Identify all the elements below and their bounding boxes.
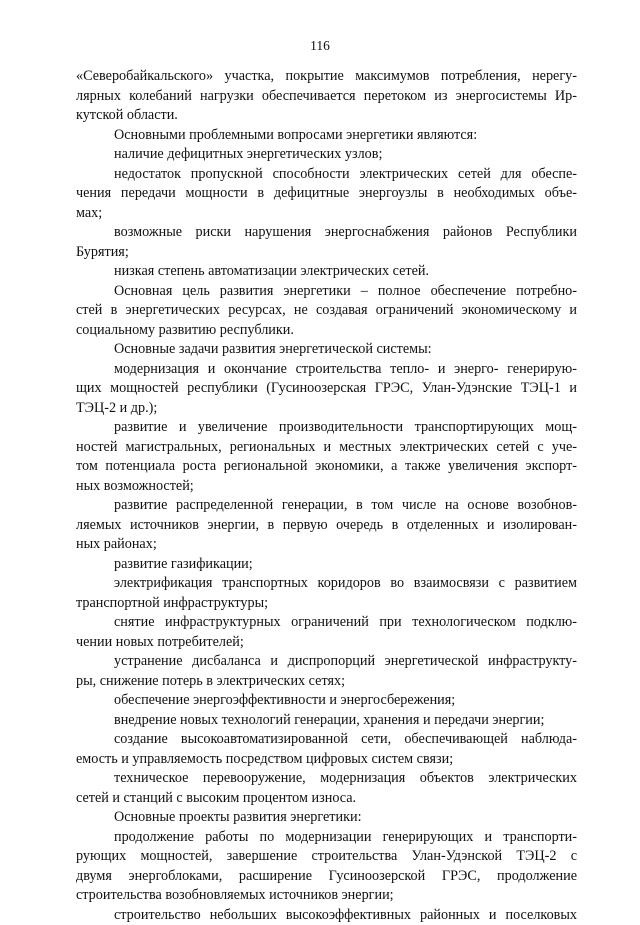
text-line: транспортной инфраструктуры; — [76, 594, 577, 614]
text-line: продолжение работы по модернизации генерирующих и транспорти- — [76, 828, 577, 848]
text-line: кутской области. — [76, 106, 577, 126]
text-line: ностей магистральных, региональных и местных электрических сетей с уче- — [76, 438, 577, 458]
text-line: наличие дефицитных энергетических узлов; — [76, 145, 577, 165]
text-line: создание высокоавтоматизированной сети, обеспечивающей наблюда- — [76, 730, 577, 750]
text-line: двумя энергоблоками, расширение Гусиноозерской ГРЭС, продолжение — [76, 867, 577, 887]
text-line: Бурятия; — [76, 243, 577, 263]
text-line: «Северобайкальского» участка, покрытие максимумов потребления, нерегу- — [76, 67, 577, 87]
text-line: социальному развитию республики. — [76, 321, 577, 341]
text-line: Основными проблемными вопросами энергетики являются: — [76, 126, 577, 146]
text-line: развитие распределенной генерации, в том числе на основе возобнов- — [76, 496, 577, 516]
text-line: ляемых источников энергии, в первую очередь в отделенных и изолирован- — [76, 516, 577, 536]
text-line: развитие газификации; — [76, 555, 577, 575]
text-line: ТЭЦ-2 и др.); — [76, 399, 577, 419]
text-line: устранение дисбаланса и диспропорций энергетической инфраструкту- — [76, 652, 577, 672]
document-body — [76, 67, 577, 925]
text-line: возможные риски нарушения энергоснабжения районов Республики — [76, 223, 577, 243]
page-number: 116 — [0, 38, 640, 54]
text-line: ных возможностей; — [76, 477, 577, 497]
text-line: ных районах; — [76, 535, 577, 555]
text-line: Основные проекты развития энергетики: — [76, 808, 577, 828]
text-line: сетей и станций с высоким процентом износа. — [76, 789, 577, 809]
text-line: чении новых потребителей; — [76, 633, 577, 653]
text-line: недостаток пропускной способности электрических сетей для обеспе- — [76, 165, 577, 185]
text-line: снятие инфраструктурных ограничений при технологическом подклю- — [76, 613, 577, 633]
text-line: низкая степень автоматизации электрических сетей. — [76, 262, 577, 282]
text-line: лярных колебаний нагрузки обеспечивается перетоком из энергосистемы Ир- — [76, 87, 577, 107]
text-line: стей в энергетических ресурсах, не создавая ограничений экономическому и — [76, 301, 577, 321]
text-line: строительство небольших высокоэффективных районных и поселковых — [76, 906, 577, 925]
text-line: обеспечение энергоэффективности и энергосбережения; — [76, 691, 577, 711]
text-line: ры, снижение потерь в электрических сетях; — [76, 672, 577, 692]
text-line: техническое перевооружение, модернизация объектов электрических — [76, 769, 577, 789]
text-line: Основные задачи развития энергетической системы: — [76, 340, 577, 360]
text-line: чения передачи мощности в дефицитные энергоузлы в необходимых объе- — [76, 184, 577, 204]
text-line: том потенциала роста региональной экономики, а также увеличения экспорт- — [76, 457, 577, 477]
text-line: строительства возобновляемых источников энергии; — [76, 886, 577, 906]
text-line: мах; — [76, 204, 577, 224]
text-line: Основная цель развития энергетики – полное обеспечение потребно- — [76, 282, 577, 302]
text-line: емость и управляемость посредством цифровых систем связи; — [76, 750, 577, 770]
text-line: модернизация и окончание строительства тепло- и энерго- генерирую- — [76, 360, 577, 380]
text-line: электрификация транспортных коридоров во взаимосвязи с развитием — [76, 574, 577, 594]
text-line: щих мощностей республики (Гусиноозерская ГРЭС, Улан-Удэнские ТЭЦ-1 и — [76, 379, 577, 399]
text-line: внедрение новых технологий генерации, хранения и передачи энергии; — [76, 711, 577, 731]
text-line: развитие и увеличение производительности транспортирующих мощ- — [76, 418, 577, 438]
text-line: рующих мощностей, завершение строительства Улан-Удэнской ТЭЦ-2 с — [76, 847, 577, 867]
